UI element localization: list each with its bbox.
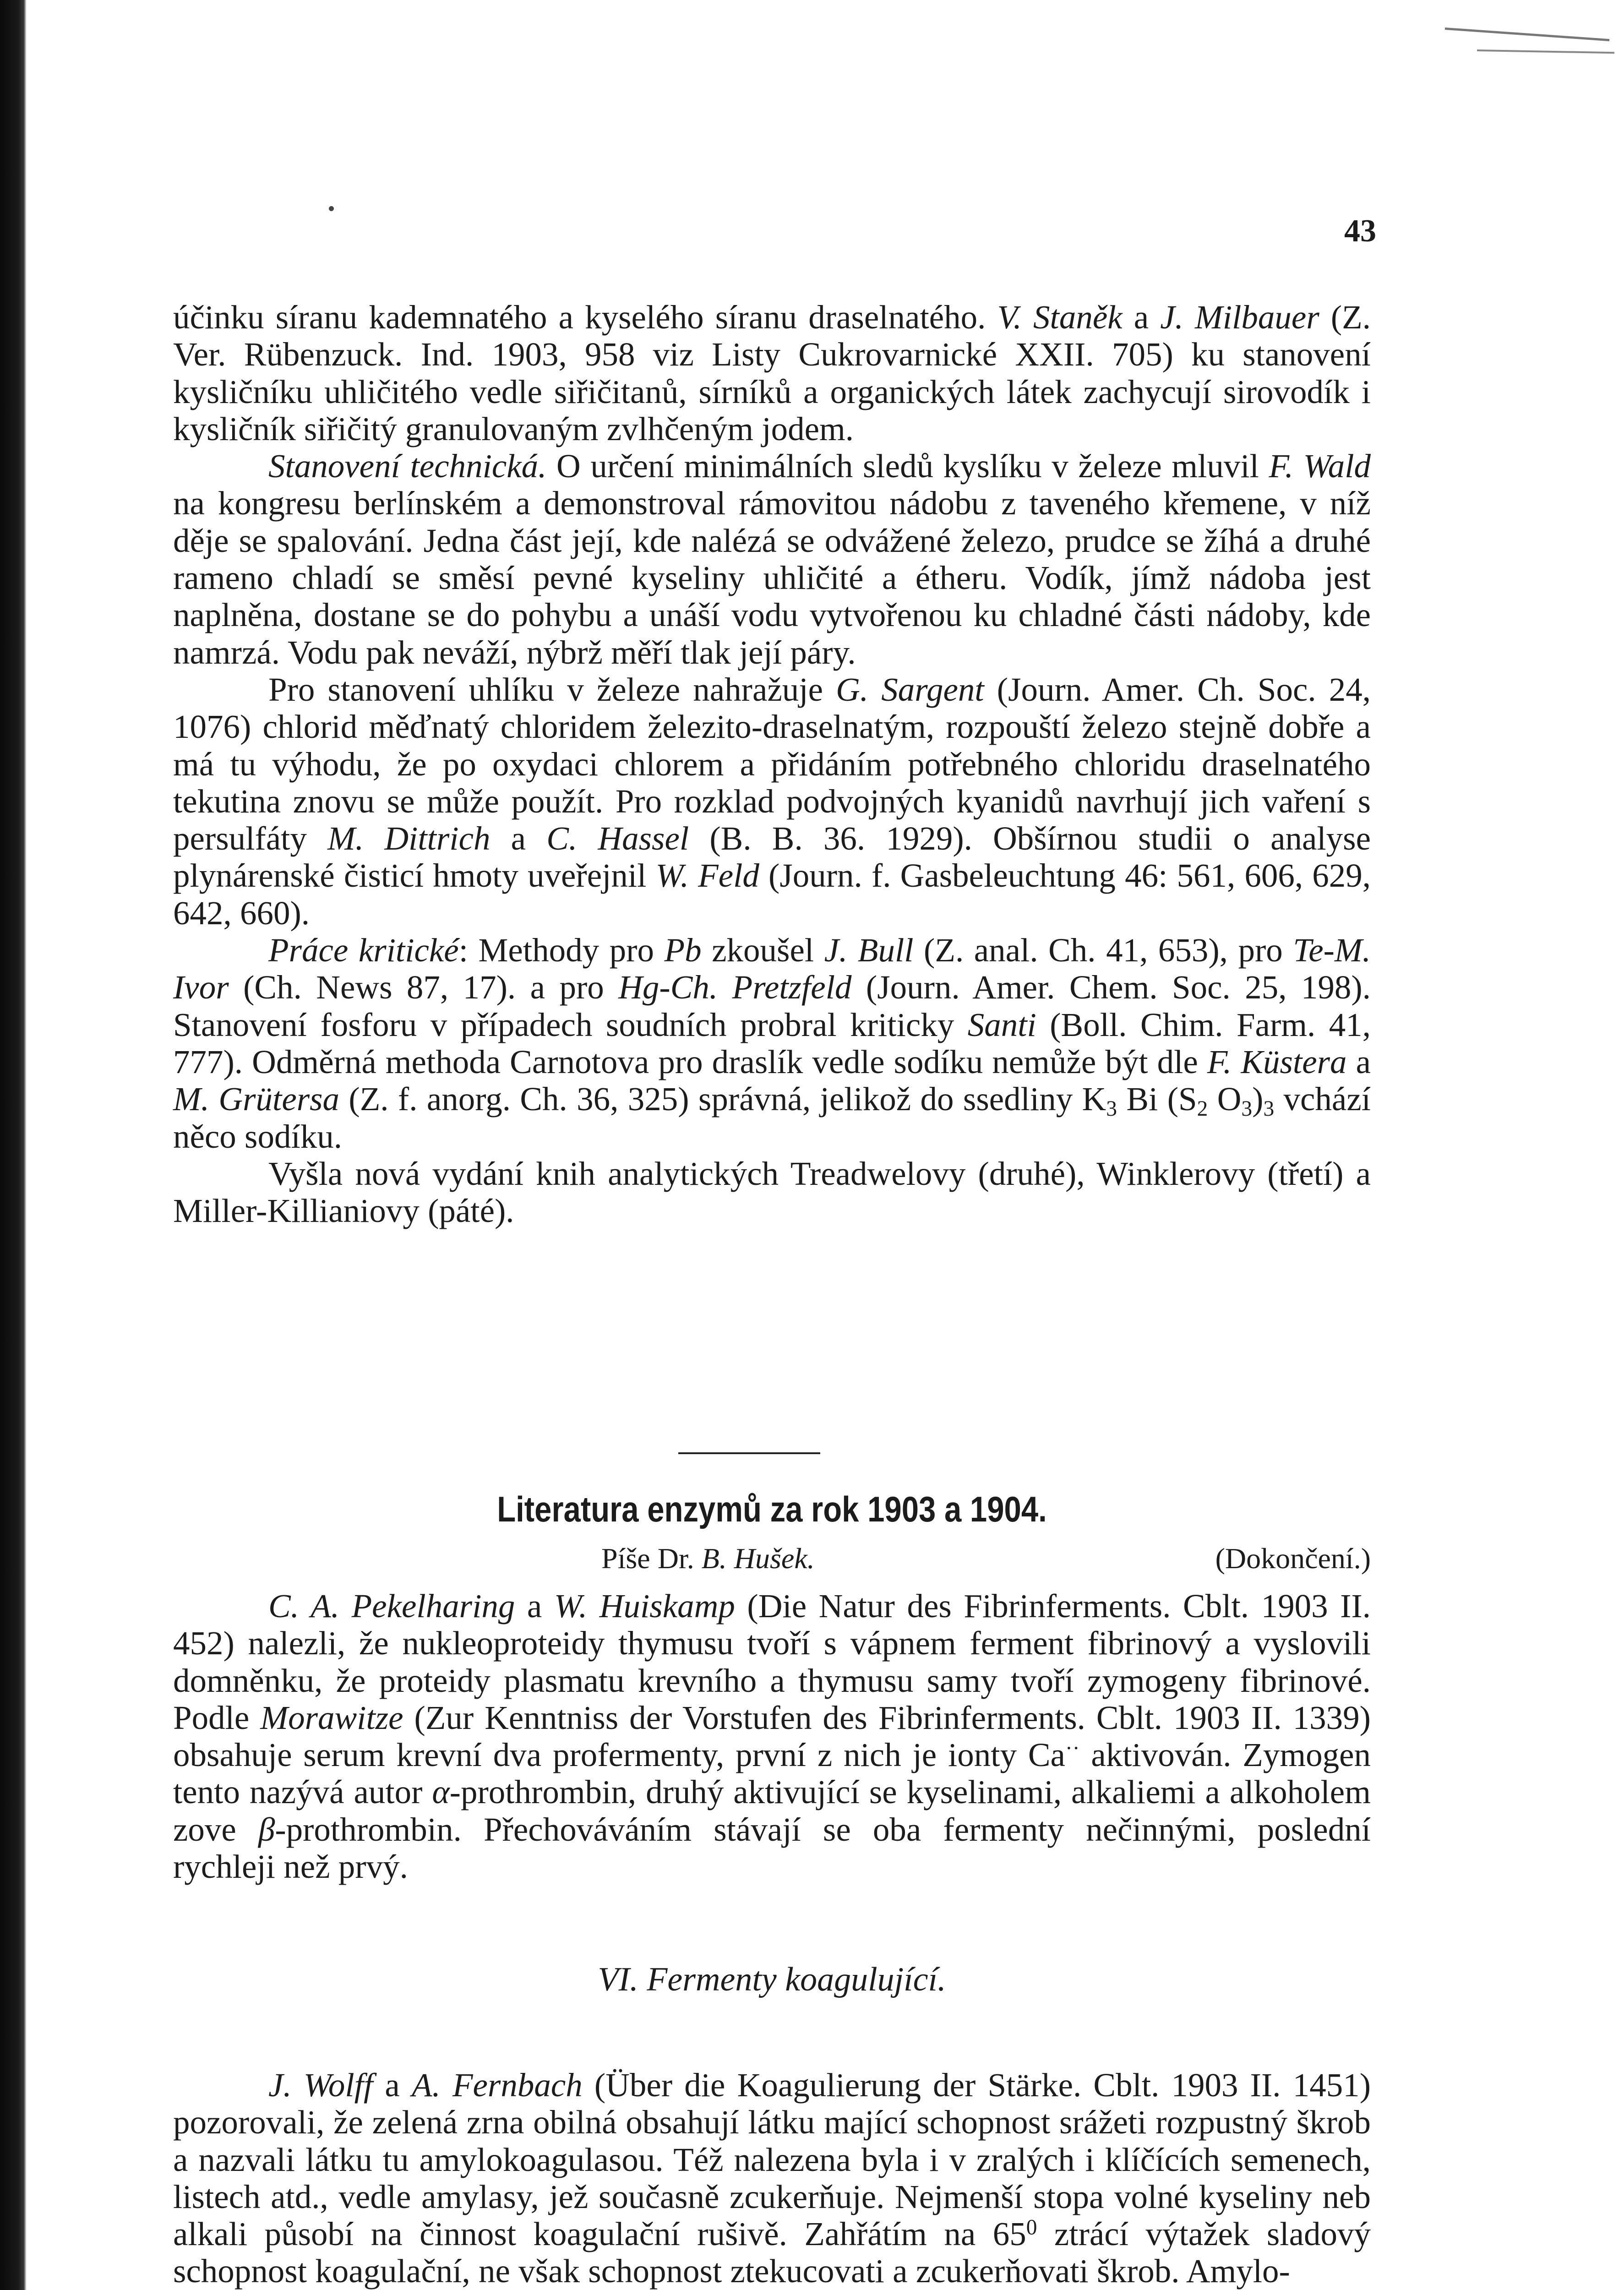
article-body-part1 — [173, 299, 1371, 1229]
author-name: Hg-Ch. Pretzfeld — [618, 969, 852, 1006]
text-run: (Z. Ver. Rübenzuck. Ind. 1903, 958 viz Listy Cukrovarnické XXII. 705) ku stanovení kysličníku uhličitého vedle siřičitanů, sírníků a organických látek zachycují sirovodík i kysličník siřičitý granulovaným zvlhčeným jodem. — [173, 299, 1371, 447]
subsection-title: VI. Fermenty koagulující. — [598, 1961, 946, 1998]
author-name: J. Bull — [824, 932, 914, 969]
greek-symbol: α — [432, 1773, 450, 1811]
text-run: zkoušel — [701, 932, 824, 969]
greek-symbol: β — [258, 1810, 275, 1848]
continued-note: (Dokončení.) — [1215, 1542, 1371, 1575]
section-title: Literatura enzymů za rok 1903 a 1904. — [497, 1489, 1047, 1529]
text-run: Pro stanovení uhlíku v železe nahražuje — [268, 671, 836, 708]
paragraph — [173, 447, 1371, 671]
author-name: C. A. Pekelharing — [268, 1587, 515, 1625]
chemical-symbol: Pb — [664, 932, 702, 969]
text-run: na kongresu berlínském a demonstroval rámovitou nádobu z taveného křemene, v níž děje se spalování. Jedna část její, kde nalézá se odvážené železo, prudce se žíhá a druhé rameno chladí se směsí pevné kyseliny uhličité a étheru. Vodík, jímž nádoba jest naplněna, dostane se do pohybu a unáší vodu vytvořenou ku chladné části nádoby, kde namrzá. Vodu pak neváží, nýbrž měří tlak její páry. — [173, 485, 1371, 671]
author-name: F. Küstera — [1207, 1043, 1347, 1080]
text-run: a — [373, 2066, 412, 2104]
paragraph-heading: Stanovení technická. — [268, 447, 547, 485]
author-name: A. Fernbach — [411, 2066, 583, 2104]
text-run: a — [1122, 299, 1161, 336]
text-run: -prothrombin, druhý aktivující se kyselinami, alkaliemi a alkoholem zove — [173, 1773, 1371, 1848]
article-body-part2 — [173, 1587, 1371, 1885]
author-name: M. Grütersa — [173, 1080, 340, 1118]
author-name: W. Huiskamp — [554, 1587, 735, 1625]
author-name: J. Milbauer — [1160, 299, 1319, 336]
text-run: vchází něco sodíku. — [173, 1080, 1371, 1155]
text-run: (Boll. Chim. Farm. 41, 777). Odměrná methoda Carnotova pro draslík vedle sodíku nemůže být dle — [173, 1006, 1371, 1080]
subscript: 3 — [1106, 1097, 1117, 1121]
author-name: Santi — [967, 1006, 1036, 1043]
page-number: 43 — [1344, 213, 1376, 249]
text-run: (Journ. Amer. Ch. Soc. 24, 1076) chlorid měďnatý chloridem železito-draselnatým, rozpouští železo stejně dobře a má tu výhodu, že po oxydaci chlorem a přidáním potřebného chloridu draselnatého tekutina znovu se může použít. Pro rozklad podvojných kyanidů navrhují jich vaření s persulfáty — [173, 671, 1371, 857]
subscript: 3 — [1263, 1097, 1275, 1121]
paragraph — [173, 2066, 1371, 2290]
scan-page-edge — [0, 0, 27, 2290]
paragraph-heading: Práce kritické — [268, 932, 459, 969]
text-run: Bi (S — [1117, 1080, 1197, 1118]
paragraph — [173, 671, 1371, 932]
paragraph — [173, 299, 1371, 447]
text-run: a — [515, 1587, 554, 1625]
text-run: a — [490, 820, 547, 857]
subscript: 3 — [1241, 1097, 1253, 1121]
text-run: a — [1346, 1043, 1371, 1080]
article-body-part3 — [173, 2066, 1371, 2290]
author-name: W. Feld — [655, 857, 759, 894]
text-run: (Z. f. anorg. Ch. 36, 325) správná, jelikož do ssedliny K — [339, 1080, 1106, 1118]
author-name: M. Dittrich — [327, 820, 490, 857]
paragraph — [173, 932, 1371, 1155]
author-name: C. Hassel — [546, 820, 689, 857]
author-name: J. Wolff — [268, 2066, 373, 2104]
text-run: O — [1208, 1080, 1242, 1118]
superscript: 0 — [1026, 2215, 1037, 2240]
author-prefix: Píše Dr. — [601, 1542, 702, 1575]
text-run: účinku síranu kademnatého a kyselého síranu draselnatého. — [173, 299, 997, 336]
paragraph: Vyšla nová vydání knih analytických Treadwelovy (druhé), Winklerovy (třetí) a Miller-Killianiovy (páté). — [173, 1155, 1371, 1230]
text-run: (B. B. 36. 1929). Obšírnou studii o analyse plynárenské čisticí hmoty uveřejnil — [173, 820, 1371, 894]
author-name: F. Wald — [1269, 447, 1371, 485]
subscript: 2 — [1197, 1097, 1208, 1121]
section-divider — [678, 1452, 820, 1454]
text-run: (Journ. Amer. Chem. Soc. 25, 198). Stanovení fosforu v případech soudních probral kriticky — [173, 969, 1371, 1043]
text-run: (Ch. News 87, 17). a pro — [229, 969, 619, 1006]
paragraph — [173, 1587, 1371, 1885]
text-run: (Die Natur des Fibrinferments. Cblt. 1903 II. 452) nalezli, že nukleoproteidy thymusu tvoří s vápnem ferment fibrinový a vyslovili domněnku, že proteidy plasmatu krevního a thymusu samy tvoří zymogeny fibrinové. Podle — [173, 1587, 1371, 1736]
author-name: V. Staněk — [997, 299, 1123, 336]
text-run: -prothrombin. Přechováváním stávají se oba fermenty nečinnými, poslední rychleji než prvý. — [173, 1810, 1371, 1886]
text-run: aktivován. Zymogen tento nazývá autor — [173, 1736, 1371, 1811]
text-run: ) — [1252, 1080, 1264, 1118]
text-run: (Zur Kenntniss der Vorstufen des Fibrinferments. Cblt. 1903 II. 1339) obsahuje serum krevní dva profermenty, první z nich je ionty Ca — [173, 1699, 1371, 1774]
scan-corner-mark-2 — [1477, 49, 1614, 54]
author-name: G. Sargent — [836, 671, 984, 708]
author-name: Morawitze — [260, 1699, 403, 1736]
text-run: (Über die Koagulierung der Stärke. Cblt. 1903 II. 1451) pozorovali, že zelená zrna obilná obsahují látku mající schopnost srážeti rozpustný škrob a nazvali látku tu amylokoagulasou. Též nalezena byla i v zralých i klíčících semenech, listech atd., vedle amylasy, jež současně zcukerňuje. Nejmenší stopa volné kyseliny neb alkali působí na činnost koagulační rušivě. Zahřátím na 65 — [173, 2066, 1371, 2253]
scan-corner-mark — [1445, 27, 1609, 41]
ion-charge: ·· — [1065, 1736, 1080, 1761]
text-run: (Journ. f. Gasbeleuchtung 46: 561, 606, 629, 642, 660). — [173, 857, 1371, 932]
text-run: : Methody pro — [458, 932, 665, 969]
scan-speck — [329, 206, 334, 211]
text-run: O určení minimálních sledů kyslíku v železe mluvil — [546, 447, 1269, 485]
author-name: B. Hušek. — [701, 1542, 815, 1575]
text-run: (Z. anal. Ch. 41, 653), pro — [913, 932, 1293, 969]
text-run: ztrácí výtažek sladový schopnost koagulační, ne však schopnost ztekucovati a zcukerňovati škrob. Amylo- — [173, 2215, 1371, 2290]
author-name: Te-M. Ivor — [173, 932, 1371, 1006]
author-line — [601, 1544, 815, 1573]
